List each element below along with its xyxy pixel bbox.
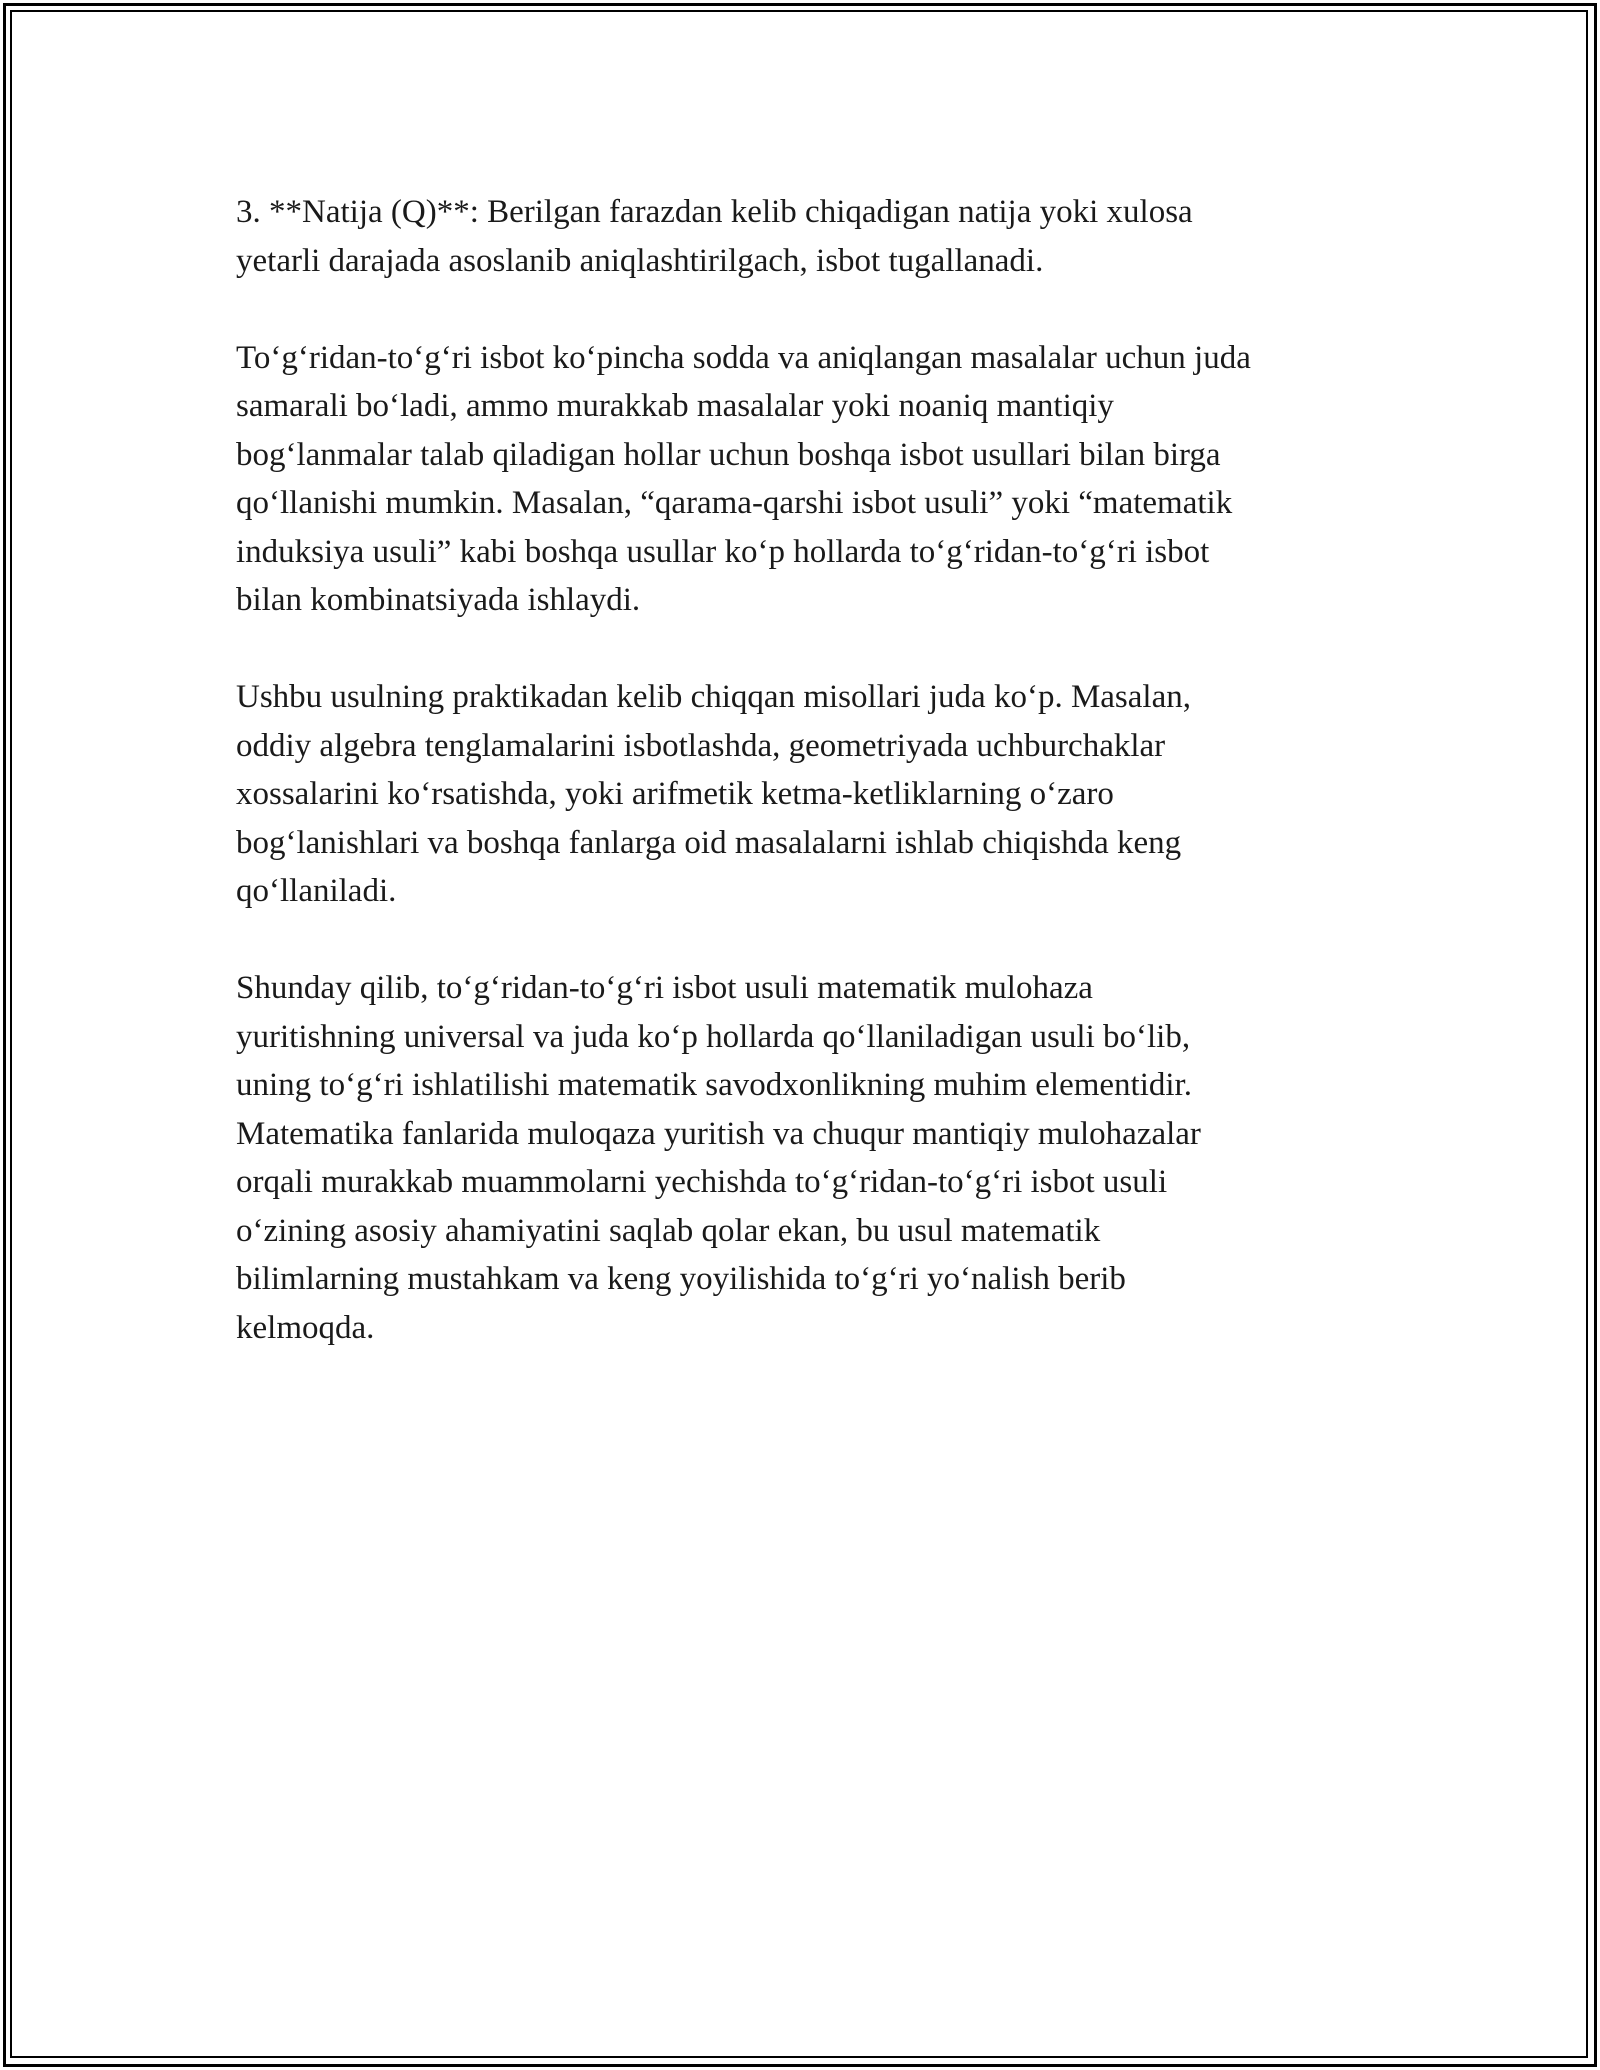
paragraph-direct-proof-usage: To‘g‘ridan-to‘g‘ri isbot ko‘pincha sodda va aniqlangan masalalar uchun juda samarali bo‘ladi, ammo murakkab masalalar yoki noaniq mantiqiy bog‘lanmalar talab qiladigan hollar uchun boshqa isbot usullari bilan birga qo‘llanishi mumkin. Masalan, “qarama-qarshi isbot usuli” yoki “matematik induksiya usuli” kabi boshqa usullar ko‘p hollarda to‘g‘ridan-to‘g‘ri isbot bilan kombinatsiyada ishlaydi. <box>236 339 1251 618</box>
paragraph-practical-examples: Ushbu usulning praktikadan kelib chiqqan misollari juda ko‘p. Masalan, oddiy algebra tenglamalarini isbotlashda, geometriyada uchburchaklar xossalarini ko‘rsatishda, yoki arifmetik ketma-ketliklarning o‘zaro bog‘lanishlari va boshqa fanlarga oid masalalarni ishlab chiqishda keng qo‘llaniladi. <box>236 679 1191 909</box>
paragraph-conclusion-step: 3. **Natija (Q)**: Berilgan farazdan kelib chiqadigan natija yoki xulosa yetarli darajada asoslanib aniqlashtirilgach, isbot tugallanadi. <box>236 194 1193 279</box>
paragraph-summary: Shunday qilib, to‘g‘ridan-to‘g‘ri isbot usuli matematik mulohaza yuritishning universal va juda ko‘p hollarda qo‘llaniladigan usuli bo‘lib, uning to‘g‘ri ishlatilishi matematik savodxonlikning muhim elementidir. Matematika fanlarida muloqaza yuritish va chuqur mantiqiy mulohazalar orqali murakkab muammolarni yechishda to‘g‘ridan-to‘g‘ri isbot usuli o‘zining asosiy ahamiyatini saqlab qolar ekan, bu usul matematik bilimlarning mustahkam va keng yoyilishida to‘g‘ri yo‘nalish berib kelmoqda. <box>236 970 1201 1346</box>
document-body <box>236 188 1386 1401</box>
